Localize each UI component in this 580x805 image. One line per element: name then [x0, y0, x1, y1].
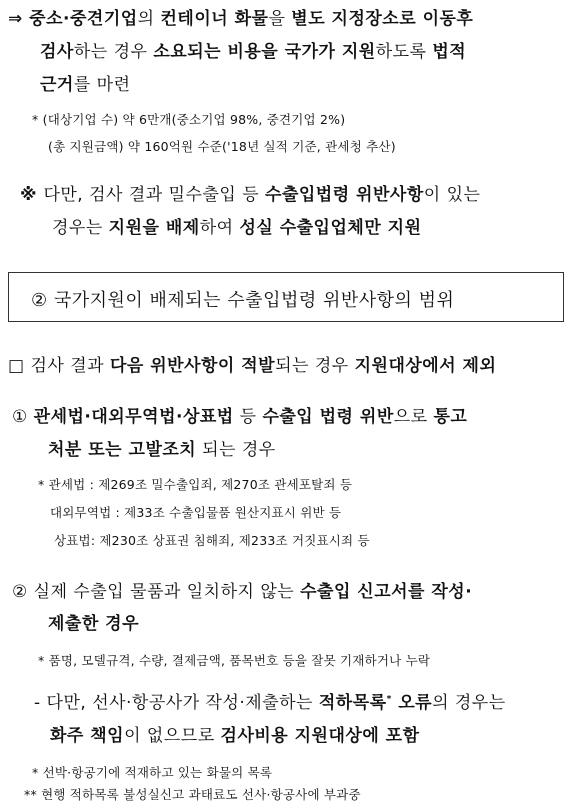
text-run: 다만, 검사 결과 밀수출입 등	[43, 185, 266, 205]
text-run: 지원대상에서 제외	[354, 356, 497, 376]
text-run: 이 있는	[423, 185, 481, 205]
item-1-line-1	[12, 402, 467, 427]
text-run: 을	[268, 9, 292, 29]
text-run: 검사 결과	[30, 356, 110, 376]
manifest-exception-line-2	[50, 721, 420, 746]
footnote-target-companies: * (대상기업 수) 약 6만개(중소기업 98%, 중견기업 2%)	[32, 112, 346, 127]
text-run: 하도록	[375, 42, 433, 62]
footnote-trademark-act: 상표법: 제230조 상표권 침해죄, 제233조 거짓표시죄 등	[54, 533, 370, 548]
support-line-2	[40, 37, 466, 62]
support-line-3	[40, 70, 131, 95]
text-run: 통고	[433, 407, 468, 427]
text-run: 이 없으므로	[124, 726, 221, 746]
text-run: ②	[12, 582, 34, 602]
text-run: 하는 경우	[73, 42, 154, 62]
text-run: ①	[12, 407, 34, 427]
text-run: 관세법·대외무역법·상표법	[33, 407, 234, 427]
item-2-line-2	[48, 609, 139, 634]
text-run: ※	[20, 185, 44, 205]
text-run: 중소·중견기업	[29, 9, 138, 29]
text-run: 등	[233, 407, 263, 427]
text-run: 처분 또는 고발조치	[48, 440, 197, 460]
text-run: 소요되는 비용을 국가가 지원	[153, 42, 376, 62]
text-run: 지원을 배제	[108, 218, 200, 238]
item-1-line-2	[48, 435, 276, 460]
text-run: 수출입 법령 위반	[262, 407, 394, 427]
footnote-total-amount: (총 지원금액) 약 160억원 수준('18년 실적 기준, 관세청 추산)	[48, 139, 396, 154]
text-run: 수출입법령 위반사항	[265, 185, 424, 205]
text-run: 의	[137, 9, 161, 29]
text-run: 법적	[432, 42, 467, 62]
exception-line-1	[20, 180, 480, 205]
text-run: 으로	[393, 407, 434, 427]
text-run: 검사	[40, 42, 74, 62]
text-run: ⇒	[8, 9, 30, 29]
support-line-1	[8, 4, 473, 29]
footnote-manifest-definition: * 선박·항공기에 적재하고 있는 화물의 목록	[32, 765, 273, 780]
text-run: 를 마련	[73, 75, 131, 95]
exception-line-2	[52, 213, 422, 238]
footnote-customs-act: * 관세법 : 제269조 밀수출입죄, 제270조 관세포탈죄 등	[38, 477, 353, 492]
section-heading-title: ② 국가지원이 배제되는 수출입법령 위반사항의 범위	[31, 290, 455, 311]
text-run: 되는 경우	[275, 356, 355, 376]
footnote-foreign-trade-act: 대외무역법 : 제33조 수출입물품 원산지표시 위반 등	[50, 505, 342, 520]
item-2-line-1	[12, 577, 472, 602]
text-run: 경우는	[52, 218, 109, 238]
text-run: 성실 수출입업체만 지원	[239, 218, 422, 238]
text-run: □	[8, 356, 31, 376]
text-run: 제출한 경우	[48, 614, 140, 634]
text-run: 하여	[199, 218, 240, 238]
text-run: 수출입 신고서를 작성·	[300, 582, 473, 602]
footnote-manifest-penalty: ** 현행 적하목록 불성실신고 과태료도 선사·항공사에 부과중	[24, 787, 361, 802]
text-run: 근거	[40, 75, 74, 95]
section-heading-box	[8, 272, 564, 322]
footnote-false-declaration: * 품명, 모델규격, 수량, 결제금액, 품목번호 등을 잘못 기재하거나 누락	[38, 653, 431, 668]
text-run: 되는 경우	[196, 440, 276, 460]
text-run: 화주 책임	[50, 726, 125, 746]
text-run: 컨테이너 화물	[160, 9, 269, 29]
text-run: 검사비용 지원대상에 포함	[220, 726, 420, 746]
text-run: 다음 위반사항이 적발	[109, 356, 276, 376]
exclusion-intro-line	[8, 351, 496, 376]
text-run: 별도 지정장소로 이동후	[291, 9, 474, 29]
text-run: 실제 수출입 물품과 일치하지 않는	[33, 582, 301, 602]
manifest-exception-line-1: - 다만, 선사·항공사가 작성·제출하는 적하목록* 오류의 경우는	[34, 693, 506, 713]
